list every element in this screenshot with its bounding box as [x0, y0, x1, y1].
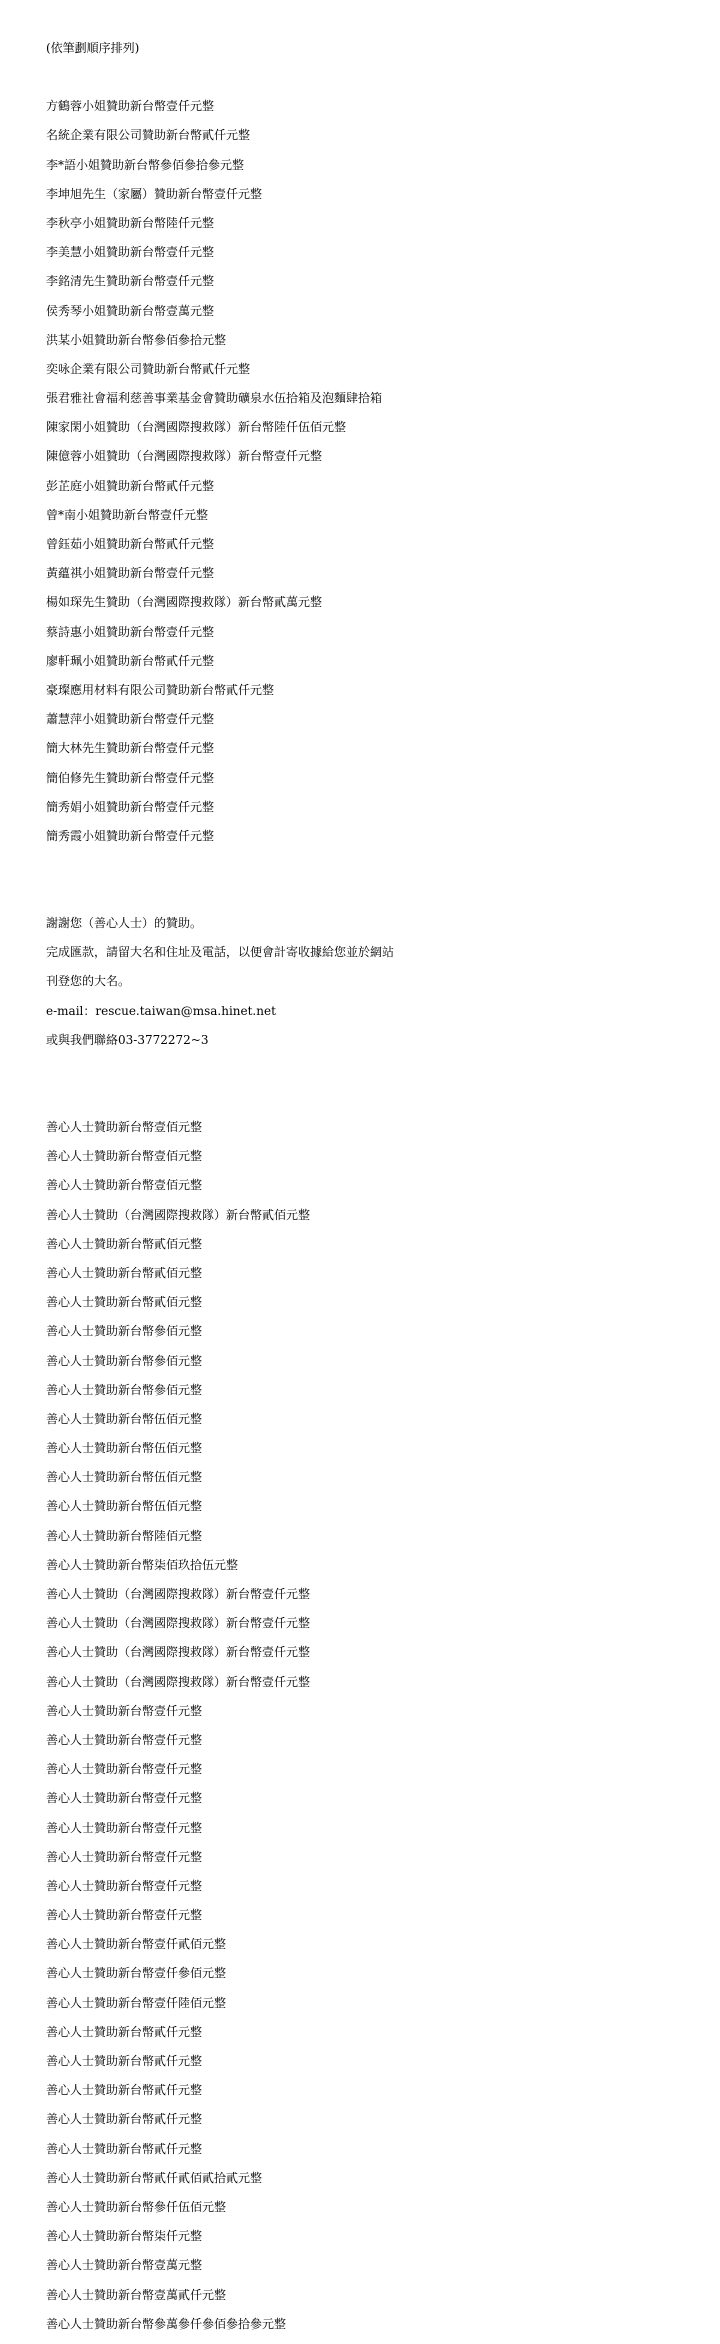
sponsor-entry: 善心人士贊助新台幣貳仟元整 [46, 2083, 203, 2098]
thanks-line: 謝謝您（善心人士）的贊助。 [46, 916, 203, 931]
sponsor-entry: 善心人士贊助新台幣貳仟元整 [46, 2054, 203, 2068]
sponsor-entry: 善心人士贊助新台幣伍佰元整 [46, 1411, 203, 1426]
sponsor-entry: 善心人士贊助新台幣陸佰元整 [46, 1528, 203, 1543]
sponsor-entry: 善心人士贊助新台幣伍佰元整 [46, 1470, 203, 1485]
sponsor-entry: 善心人士贊助新台幣參佰元整 [46, 1324, 203, 1339]
sponsor-entry: 簡秀娟小姐贊助新台幣壹仟元整 [46, 799, 215, 814]
sponsor-entry: 善心人士贊助新台幣壹仟元整 [46, 1820, 203, 1835]
sponsor-entry: 善心人士贊助新台幣參萬參仟參佰參拾參元整 [46, 2316, 287, 2331]
anonymous-sponsor-list [46, 1113, 706, 2339]
sponsor-entry: 曾*南小姐贊助新台幣壹仟元整 [46, 507, 209, 522]
ordering-note: (依筆劃順序排列) [46, 41, 140, 55]
sponsor-entry: 善心人士贊助新台幣壹仟元整 [46, 1732, 203, 1747]
sponsor-entry: 陳億蓉小姐贊助（台灣國際搜救隊）新台幣壹仟元整 [46, 449, 323, 464]
sponsor-entry: 善心人士贊助新台幣柒仟元整 [46, 2229, 203, 2244]
sponsor-entry: 善心人士贊助新台幣壹仟元整 [46, 1849, 203, 1864]
sponsor-entry: 善心人士贊助（台灣國際搜救隊）新台幣壹仟元整 [46, 1616, 311, 1631]
sponsor-entry: 善心人士贊助新台幣壹佰元整 [46, 1149, 203, 1164]
sponsor-entry: 善心人士贊助新台幣壹仟元整 [46, 1703, 203, 1718]
sponsor-entry: 善心人士贊助新台幣壹萬元整 [46, 2258, 203, 2273]
sponsor-entry: 曾鈺茹小姐贊助新台幣貳仟元整 [46, 537, 215, 551]
sponsor-entry: 善心人士贊助新台幣貳佰元整 [46, 1265, 203, 1280]
sponsor-entry: 善心人士贊助新台幣壹仟陸佰元整 [46, 1995, 227, 2010]
sponsor-entry: 善心人士贊助新台幣壹佰元整 [46, 1178, 203, 1193]
sponsor-entry: 奕咏企業有限公司贊助新台幣貳仟元整 [46, 361, 251, 376]
instruction-line: 完成匯款，請留大名和住址及電話，以便會計寄收據給您並於網站 [46, 945, 395, 960]
sponsor-entry: 善心人士贊助新台幣貳佰元整 [46, 1236, 203, 1251]
sponsor-entry: 善心人士贊助新台幣參仟伍佰元整 [46, 2199, 227, 2214]
sponsor-entry: 善心人士贊助（台灣國際搜救隊）新台幣貳佰元整 [46, 1207, 311, 1222]
sponsor-entry: 善心人士贊助新台幣伍佰元整 [46, 1499, 203, 1514]
sponsor-entry: 善心人士贊助新台幣壹仟元整 [46, 1908, 203, 1923]
sponsor-entry: 善心人士贊助新台幣柒佰玖拾伍元整 [46, 1557, 239, 1572]
sponsor-entry: 李秋亭小姐贊助新台幣陸仟元整 [46, 215, 215, 230]
sponsor-entry: 洪某小姐贊助新台幣參佰參拾元整 [46, 332, 227, 347]
sponsor-entry: 善心人士贊助新台幣壹仟元整 [46, 1878, 203, 1893]
sponsor-entry: 善心人士贊助（台灣國際搜救隊）新台幣壹仟元整 [46, 1645, 311, 1660]
sponsor-entry: 方鶴蓉小姐贊助新台幣壹仟元整 [46, 99, 215, 114]
sponsor-entry: 善心人士贊助（台灣國際搜救隊）新台幣壹仟元整 [46, 1674, 311, 1689]
email-label: e-mail： [46, 1003, 96, 1018]
sponsor-entry: 侯秀琴小姐贊助新台幣壹萬元整 [46, 303, 215, 318]
sponsor-entry: 善心人士贊助新台幣壹仟元整 [46, 1762, 203, 1777]
sponsor-entry: 善心人士贊助新台幣參佰元整 [46, 1353, 203, 1368]
sponsor-entry: 善心人士贊助（台灣國際搜救隊）新台幣壹仟元整 [46, 1587, 311, 1601]
sponsor-entry: 陳家閑小姐贊助（台灣國際搜救隊）新台幣陸仟伍佰元整 [46, 420, 347, 435]
phone-line: 或與我們聯絡03-3772272~3 [46, 1032, 209, 1047]
sponsor-entry: 善心人士贊助新台幣貳仟元整 [46, 2024, 203, 2039]
sponsor-entry: 簡伯修先生贊助新台幣壹仟元整 [46, 770, 215, 785]
sponsor-entry: 善心人士贊助新台幣壹仟貳佰元整 [46, 1937, 227, 1952]
sponsor-entry: 張君雅社會福利慈善事業基金會贊助礦泉水伍拾箱及泡麵肆拾箱 [46, 391, 383, 406]
sponsor-entry: 善心人士贊助新台幣壹萬貳仟元整 [46, 2287, 227, 2302]
sponsor-entry: 李坤旭先生（家屬）贊助新台幣壹仟元整 [46, 186, 263, 201]
sponsor-entry: 善心人士贊助新台幣貳仟貳佰貳拾貳元整 [46, 2170, 263, 2185]
sponsor-entry: 蕭慧萍小姐贊助新台幣壹仟元整 [46, 712, 215, 727]
sponsor-entry: 善心人士贊助新台幣貳仟元整 [46, 2112, 203, 2127]
sponsor-entry: 簡秀霞小姐贊助新台幣壹仟元整 [46, 828, 215, 843]
sponsor-entry: 簡大林先生贊助新台幣壹仟元整 [46, 741, 215, 756]
sponsor-entry: 楊如琛先生贊助（台灣國際搜救隊）新台幣貳萬元整 [46, 595, 323, 610]
sponsor-entry: 善心人士贊助新台幣壹佰元整 [46, 1120, 203, 1134]
sponsor-entry: 豪璨應用材料有限公司贊助新台幣貳仟元整 [46, 682, 275, 697]
sponsor-entry: 李美慧小姐贊助新台幣壹仟元整 [46, 245, 215, 260]
sponsor-entry: 善心人士贊助新台幣參佰元整 [46, 1382, 203, 1397]
instruction-line-continued: 刊登您的大名。 [46, 974, 131, 989]
sponsor-entry: 善心人士贊助新台幣伍佰元整 [46, 1441, 203, 1456]
sponsor-entry: 廖軒珮小姐贊助新台幣貳仟元整 [46, 653, 215, 668]
sponsor-entry: 黃蘊祺小姐贊助新台幣壹仟元整 [46, 566, 215, 581]
sponsor-entry: 善心人士贊助新台幣壹仟參佰元整 [46, 1966, 227, 1981]
sponsor-entry: 彭芷庭小姐贊助新台幣貳仟元整 [46, 478, 215, 493]
sponsor-entry: 善心人士贊助新台幣貳仟元整 [46, 2141, 203, 2156]
sponsor-entry: 蔡詩惠小姐贊助新台幣壹仟元整 [46, 624, 215, 639]
email-link[interactable]: rescue.taiwan@msa.hinet.net [95, 1003, 276, 1018]
sponsor-entry: 李銘清先生贊助新台幣壹仟元整 [46, 274, 215, 289]
sponsor-entry: 善心人士贊助新台幣壹仟元整 [46, 1791, 203, 1806]
sponsor-entry: 李*語小姐贊助新台幣參佰參拾參元整 [46, 157, 245, 172]
sponsor-entry: 名統企業有限公司贊助新台幣貳仟元整 [46, 128, 251, 143]
named-sponsor-list [46, 92, 706, 851]
email-line [46, 997, 706, 1026]
sponsor-entry: 善心人士贊助新台幣貳佰元整 [46, 1295, 203, 1310]
sponsor-page [46, 0, 706, 2339]
thanks-section [46, 909, 706, 1055]
